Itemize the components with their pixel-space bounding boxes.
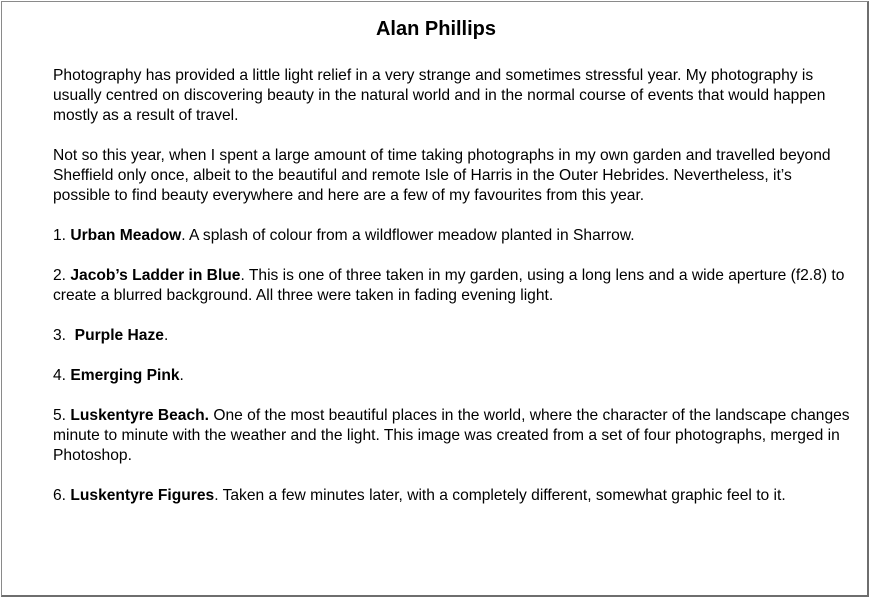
item-description: . [163, 327, 169, 344]
item-number: 2. [53, 267, 71, 284]
item-title: Luskentyre Beach. [70, 407, 210, 424]
item-title: Luskentyre Figures [70, 487, 215, 504]
item-number: 5. [53, 407, 71, 424]
list-item-emerging-pink [53, 366, 853, 386]
item-description: . This is one of three taken in my garden, using a long lens and a wide aperture (f2.8) to create a blurred background. All three were taken in fading evening light. [53, 267, 845, 304]
page-title: Alan Phillips [375, 18, 497, 40]
list-item-jacobs-ladder [53, 266, 853, 306]
item-title: Purple Haze [74, 327, 164, 344]
item-description: One of the most beautiful places in the world, where the character of the landscape changes minute to minute with the weather and the light. This image was created from a set of four photographs, merged in Photoshop. [53, 407, 850, 464]
item-description: . A splash of colour from a wildflower meadow planted in Sharrow. [181, 227, 635, 244]
item-description: . Taken a few minutes later, with a completely different, somewhat graphic feel to it. [214, 487, 786, 504]
item-number: 3. [53, 327, 75, 344]
item-description: . [179, 367, 184, 384]
list-item-luskentyre-beach [53, 406, 853, 466]
intro-paragraph-2: Not so this year, when I spent a large amount of time taking photographs in my own garden and travelled beyond Sheffield only once, albeit to the beautiful and remote Isle of Harris in the Outer Hebrides. Nevertheless, it’s possible to find beauty everywhere and here are a few of my favourites from this year. [53, 147, 831, 204]
document-page [1, 1, 869, 597]
intro-paragraph-1: Photography has provided a little light relief in a very strange and sometimes stressful year. My photography is usually centred on discovering beauty in the natural world and in the normal course of events that would happen mostly as a result of travel. [53, 67, 826, 124]
document-body [53, 66, 853, 506]
item-title: Emerging Pink [70, 367, 180, 384]
item-number: 6. [53, 487, 71, 504]
list-item-urban-meadow [53, 226, 853, 246]
item-title: Urban Meadow [70, 227, 182, 244]
item-number: 1. [53, 227, 71, 244]
list-item-purple-haze [53, 326, 853, 346]
item-title: Jacob’s Ladder in Blue [70, 267, 241, 284]
item-number: 4. [53, 367, 71, 384]
list-item-luskentyre-figures [53, 486, 853, 506]
